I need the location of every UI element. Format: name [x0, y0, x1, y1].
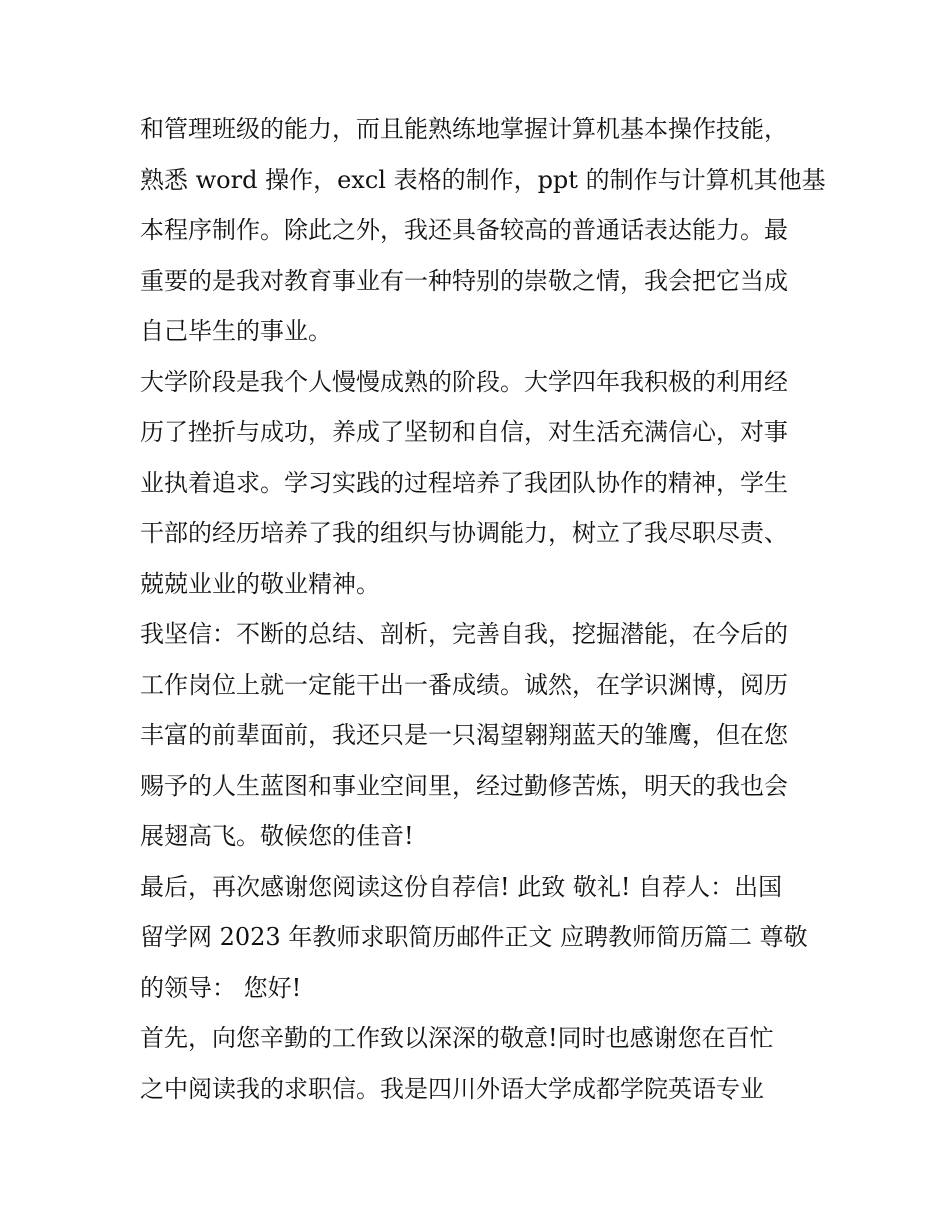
text-line: 丰富的前辈面前，我还只是一只渴望翱翔蓝天的雏鹰，但在您	[140, 721, 788, 749]
text-line: 工作岗位上就一定能干出一番成绩。诚然，在学识渊博，阅历	[140, 670, 788, 699]
text-line: 首先，向您辛勤的工作致以深深的敬意!同时也感谢您在百忙	[140, 1024, 774, 1052]
text-line: 展翅高飞。敬候您的佳音!	[140, 822, 414, 850]
paragraph-closing	[140, 862, 816, 1014]
text-line: 熟悉 word 操作，excl 表格的制作，ppt 的制作与计算机其他基	[140, 165, 826, 194]
text-line: 和管理班级的能力，而且能熟练地掌握计算机基本操作技能，	[140, 115, 788, 143]
text-line: 本程序制作。除此之外，我还具备较高的普通话表达能力。最	[140, 216, 788, 244]
text-line: 历了挫折与成功，养成了坚韧和自信，对生活充满信心，对事	[140, 418, 788, 446]
text-line: 赐予的人生蓝图和事业空间里，经过勤修苦炼，明天的我也会	[140, 771, 788, 800]
text-line: 干部的经历培养了我的组织与协调能力，树立了我尽职尽责、	[140, 519, 788, 547]
document-body	[140, 104, 826, 1114]
paragraph-belief	[140, 609, 816, 862]
text-line: 自己毕生的事业。	[140, 317, 332, 345]
text-line: 重要的是我对教育事业有一种特别的崇敬之情，我会把它当成	[140, 266, 788, 295]
text-line: 业执着追求。学习实践的过程培养了我团队协作的精神，学生	[140, 468, 788, 497]
text-line: 兢兢业业的敬业精神。	[140, 569, 380, 598]
paragraph-skills	[140, 104, 826, 357]
text-line: 大学阶段是我个人慢慢成熟的阶段。大学四年我积极的利用经	[140, 367, 788, 396]
paragraph-second-letter-opening	[140, 1013, 816, 1114]
paragraph-university	[140, 357, 816, 610]
text-line: 留学网 2023 年教师求职简历邮件正文 应聘教师简历篇二 尊敬	[140, 923, 808, 951]
text-line: 的领导： 您好!	[140, 973, 302, 1002]
text-line: 之中阅读我的求职信。我是四川外语大学成都学院英语专业	[140, 1074, 764, 1103]
text-line: 最后，再次感谢您阅读这份自荐信! 此致 敬礼! 自荐人：出国	[140, 872, 783, 901]
text-line: 我坚信：不断的总结、剖析，完善自我，挖掘潜能，在今后的	[140, 620, 788, 648]
